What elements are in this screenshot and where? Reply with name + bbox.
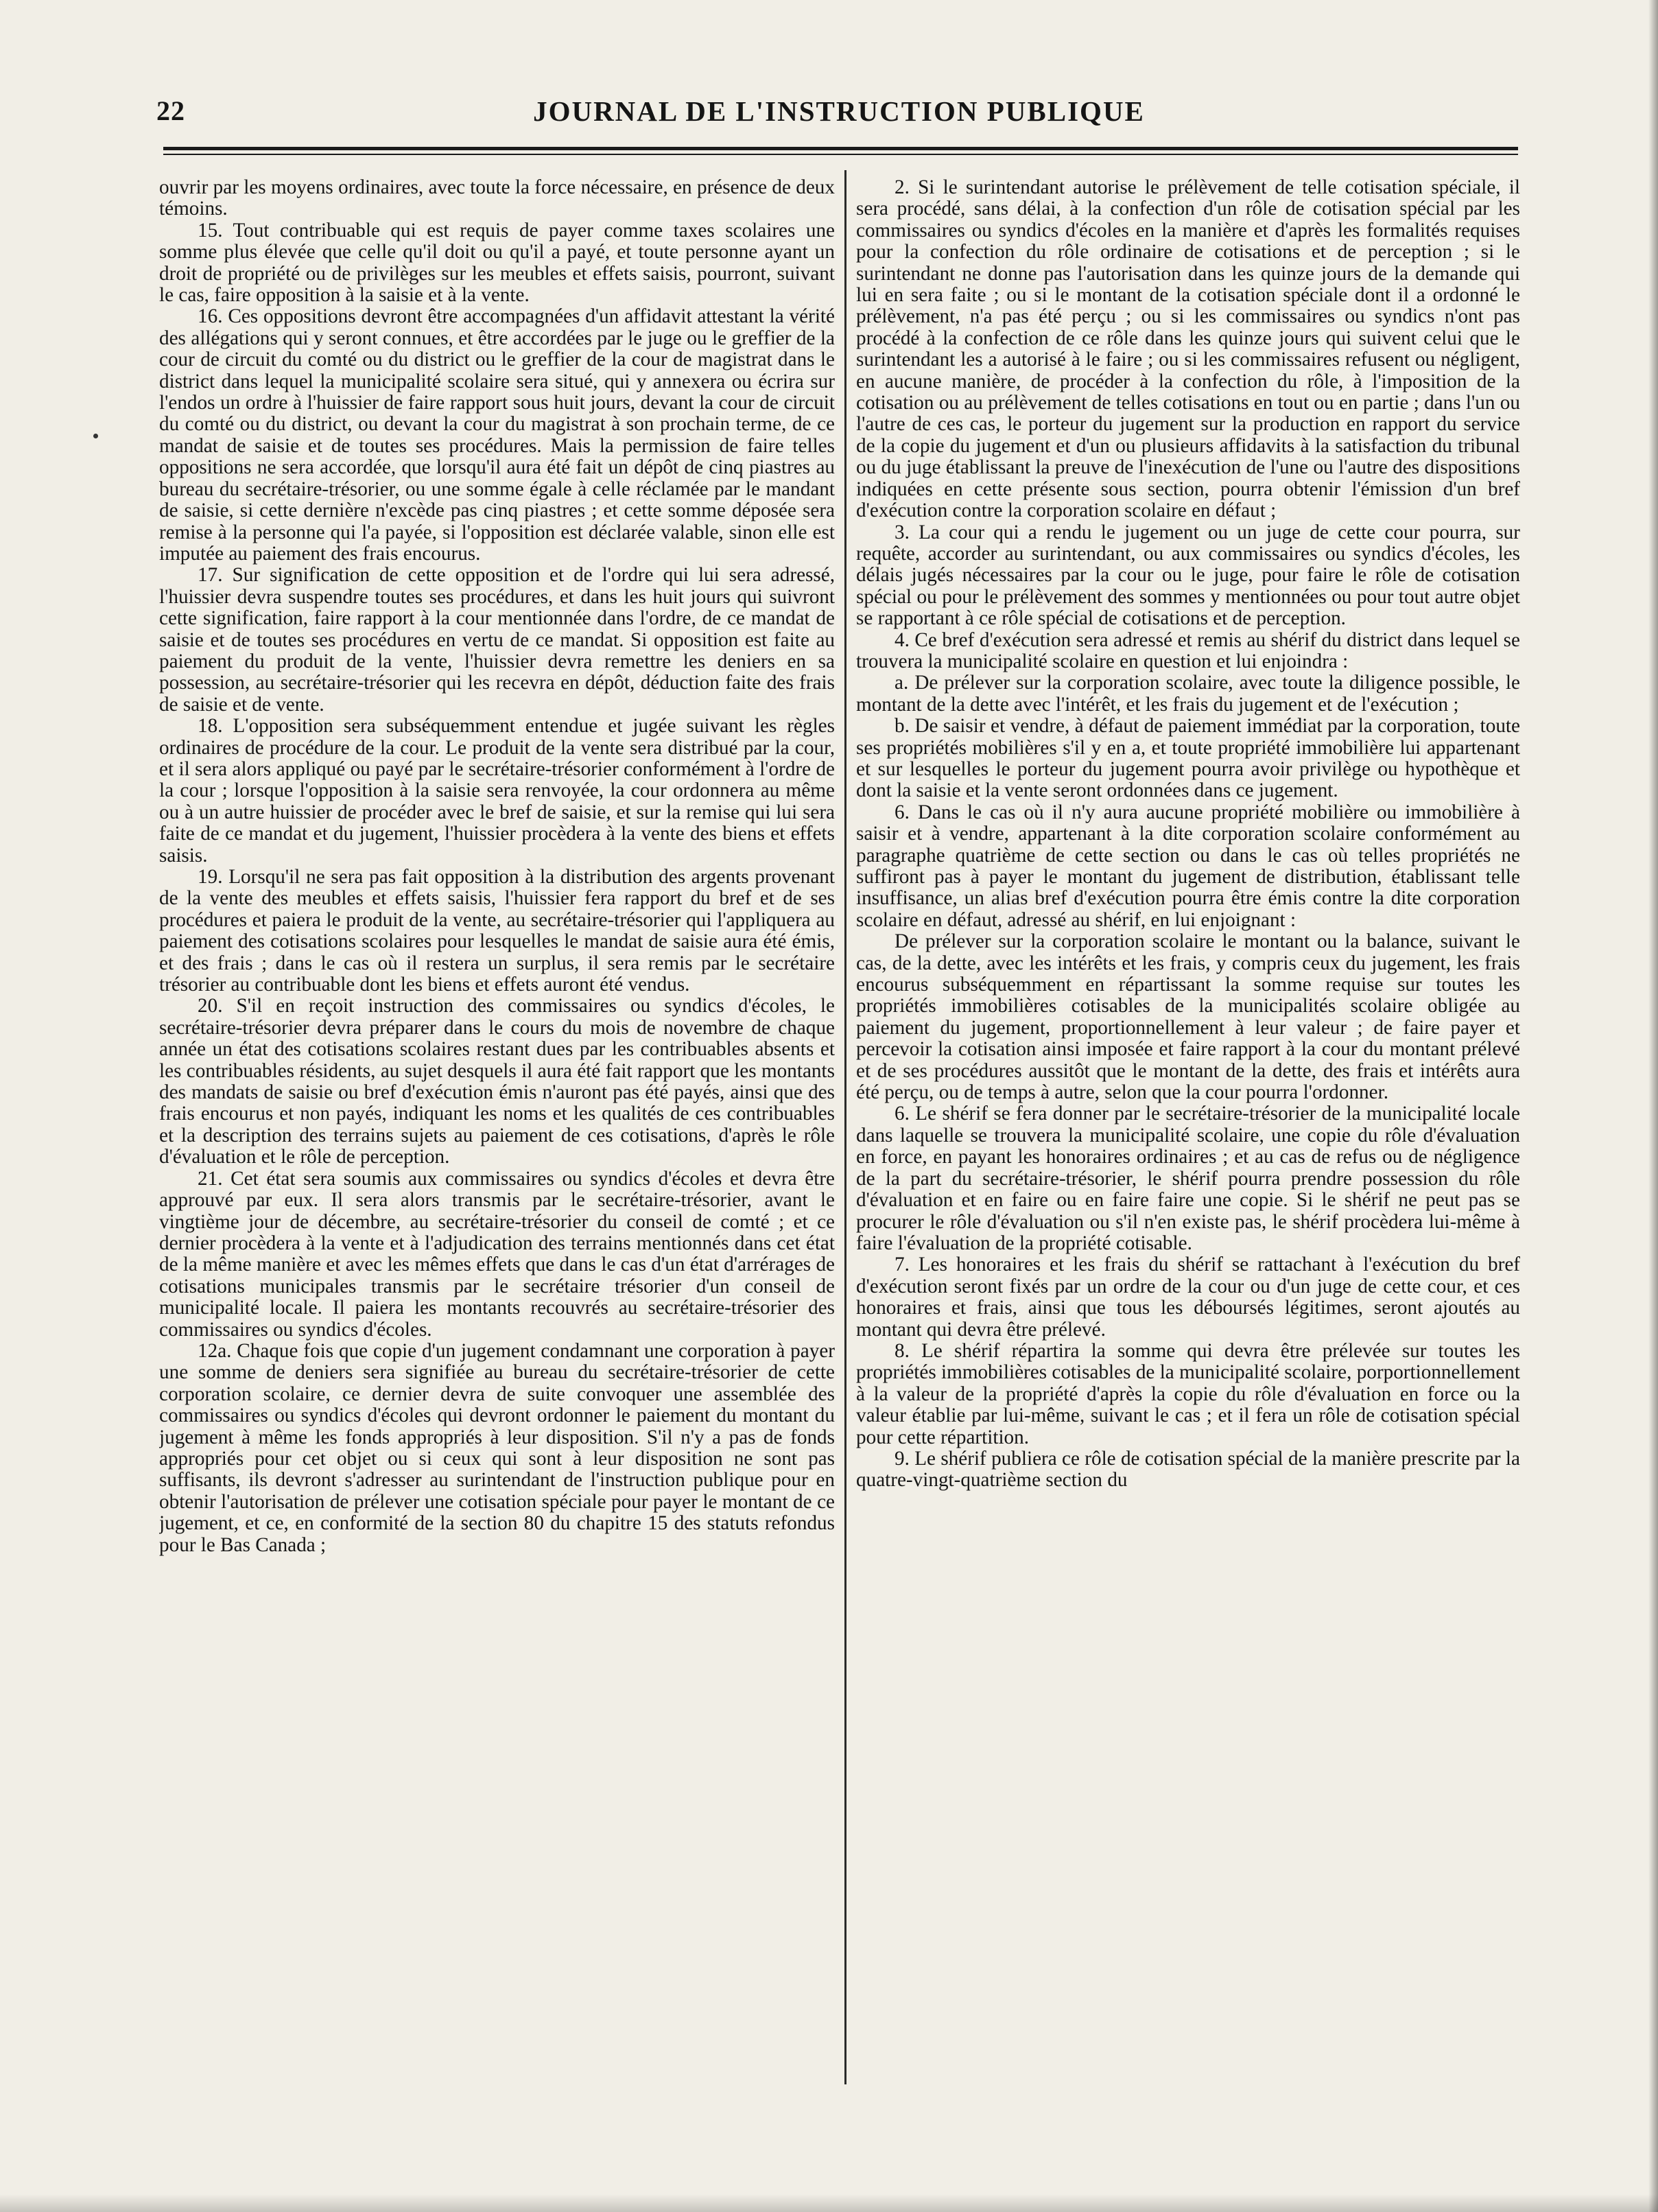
paragraph-subsection-6a: 6. Dans le cas où il n'y aura aucune propriété mobilière ou immobilière à saisir et à vendre, appartenant à la dite corporation scolaire conformément au paragraphe quatrième de cette section ou dans le cas où telles propriétés ne suffiront pas à payer le montant du jugement de distribution, établissant telle insuffisance, un alias bref d'exécution pourra être émis contre la dite corporation scolaire en défaut, adressé au shérif, en lui enjoignant :: [856, 801, 1520, 931]
header-rule-thick: [163, 147, 1518, 150]
paragraph-section-17: 17. Sur signification de cette opposition et de l'ordre qui lui sera adressé, l'huissier devra suspendre toutes ses procédures, et dans les huit jours qui suivront cette signification, faire rapport à la cour mentionnée dans l'ordre, de ce mandat de saisie et de toutes ses procédures en vertu de ce mandat. Si opposition est faite au paiement du produit de la vente, l'huissier devra remettre les deniers en sa possession, au secrétaire-trésorier qui les recevra en dépôt, déduction faite des frais de saisie et de vente.: [159, 564, 835, 716]
paragraph-prelever: De prélever sur la corporation scolaire le montant ou la balance, suivant le cas, de la dette, avec les intérêts et les frais, y compris ceux du jugement, les frais encourus subséquemment en répartissant la somme requise sur toutes les propriétés immobilières cotisables de la municipalités scolaire obligée au paiement du jugement, proportionnellement à leur valeur ; de faire payer et percevoir la cotisation ainsi imposée et faire rapport à la cour du montant prélevé et de ses procédures aussitôt que le montant de la dette, des frais et intérêts aura été perçu, ou de temps à autre, selon que la cour pourra l'ordonner.: [856, 930, 1520, 1104]
journal-title: JOURNAL DE L'INSTRUCTION PUBLIQUE: [533, 95, 1145, 127]
paragraph-section-21: 21. Cet état sera soumis aux commissaires ou syndics d'écoles et devra être approuvé par eux. Il sera alors transmis par le secrétaire-trésorier, avant le vingtième jour de décembre, au secrétaire-trésorier du conseil de comté ; et ce dernier procèdera à la vente et à l'adjudication des terrains mentionnés dans cet état de la même manière et avec les mêmes effets que dans le cas d'un état d'arrérages de cotisations municipales transmis par le secrétaire trésorier d'un conseil de municipalité locale. Il paiera les montants recouvrés au secrétaire-trésorier des commissaires ou syndics d'écoles.: [159, 1167, 835, 1341]
paragraph-section-16: 16. Ces oppositions devront être accompagnées d'un affidavit attestant la vérité des allégations qui y seront connues, et être accordées par le juge ou le greffier de la cour de circuit du comté ou du district ou le greffier de la cour de magistrat dans le district dans lequel la municipalité scolaire sera situé, qui y annexera ou écrira sur l'endos un ordre à l'huissier de faire rapport sous huit jours, devant la cour de circuit du comté ou du district, ou devant la cour du magistrat à son prochain terme, de ce mandat de saisie et de toutes ses procédures. Mais la permission de faire telles oppositions ne sera accordée, que lorsqu'il aura été fait un dépôt de cinq piastres au bureau du secrétaire-trésorier, ou une somme égale à celle réclamée par le mandant de saisie, si cette dernière n'excède pas cinq piastres ; et cette somme déposée sera remise à la personne qui l'a payée, si l'opposition est déclarée valable, sinon elle est imputée au paiement des frais encourus.: [159, 305, 835, 565]
paragraph-section-12a: 12a. Chaque fois que copie d'un jugement condamnant une corporation à payer une somme de deniers sera signifiée au bureau du secrétaire-trésorier de cette corporation scolaire, ce dernier devra de suite convoquer une assemblée des commissaires ou syndics d'écoles qui devront ordonner le paiement du montant du jugement à même les fonds appropriés à leur disposition. S'il n'y a pas de fonds appropriés pour cet objet ou si ceux qui sont à leur disposition ne sont pas suffisants, ils devront s'adresser au surintendant de l'instruction publique pour en obtenir l'autorisation de prélever une cotisation spéciale pour payer le montant de ce jugement, et ce, en conformité de la section 80 du chapitre 15 des statuts refondus pour le Bas Canada ;: [159, 1339, 835, 1556]
page-edge-shadow: [1648, 0, 1658, 2212]
paragraph-subsection-4: 4. Ce bref d'exécution sera adressé et remis au shérif du district dans lequel se trouvera la municipalité scolaire en question et lui enjoindra :: [856, 628, 1520, 672]
column-divider: [844, 170, 846, 2084]
paragraph-subsection-3: 3. La cour qui a rendu le jugement ou un juge de cette cour pourra, sur requête, accorder au surintendant, ou aux commissaires ou syndics d'écoles, les délais jugés nécessaires par la cour ou le juge, pour faire le rôle de cotisation spécial ou pour le prélèvement des sommes y mentionnées ou pour tout autre objet se rapportant à ce rôle spécial de cotisations et de perception.: [856, 521, 1520, 630]
paragraph-section-20: 20. S'il en reçoit instruction des commissaires ou syndics d'écoles, le secrétaire-trésorier devra préparer dans le cours du mois de novembre de chaque année un état des cotisations scolaires restant dues par les contribuables absents et les contribuables résidents, au sujet desquels il aura été fait rapport que les montants des mandats de saisie ou bref d'exécution émis n'auront pas été payés, ainsi que des frais encourus et non payés, indiquant les noms et les qualités de ces contribuables et la description des terrains sujets au paiement de ces cotisations, d'après le rôle d'évaluation et le rôle de perception.: [159, 995, 835, 1168]
page-bottom-shadow: [0, 2194, 1658, 2212]
paragraph-item-a: a. De prélever sur la corporation scolaire, avec toute la diligence possible, le montant de la dette avec l'intérêt, et les frais du jugement et de l'exécution ;: [856, 672, 1520, 716]
paragraph-subsection-8: 8. Le shérif répartira la somme qui devra être prélevée sur toutes les propriétés immobilières cotisables de la municipalité scolaire, porportionnellement à la valeur de la propriété d'après la copie du rôle d'évaluation en force ou la valeur établie par lui-même, suivant le cas ; et il fera un rôle de cotisation spécial pour cette répartition.: [856, 1339, 1520, 1448]
paragraph-subsection-7: 7. Les honoraires et les frais du shérif se rattachant à l'exécution du bref d'exécution seront fixés par un ordre de la cour ou d'un juge de cette cour, et ces honoraires et frais, ainsi que tous les déboursés légitimes, seront ajoutés au montant qui devra être prélevé.: [856, 1254, 1520, 1341]
paragraph-subsection-2: 2. Si le surintendant autorise le prélèvement de telle cotisation spéciale, il sera procédé, sans délai, à la confection d'un rôle de cotisation spécial par les commissaires ou syndics d'écoles en la manière et d'après les formalités requises pour la confection du rôle ordinaire de cotisations et de perception ; si le surintendant ne donne pas l'autorisation dans les quinze jours de la demande qui lui en sera faite ; ou si le montant de la cotisation spéciale dont il a ordonné le prélèvement, n'a pas été perçu ; ou si les commissaires ou syndics n'ont pas procédé à la confection de ce rôle dans les quinze jours qui suivent celui que le surintendant les a autorisé à le faire ; ou si les commissaires refusent ou négligent, en aucune manière, de procéder à la confection du rôle, à l'imposition de la cotisation ou au prélèvement de telles cotisations en tout ou en partie ; dans l'un ou l'autre de ces cas, le porteur du jugement sur la production en rapport du service de la copie du jugement et d'un ou plusieurs affidavits à la satisfaction du tribunal ou du juge établissant la preuve de l'inexécution de l'une ou l'autre des dispositions indiquées en cette présente sous section, pourra obtenir l'émission d'un bref d'exécution contre la corporation scolaire en défaut ;: [856, 177, 1520, 522]
right-column: [856, 177, 1520, 2084]
left-column: [159, 177, 835, 2084]
page-header: [156, 95, 1518, 136]
paragraph-section-15: 15. Tout contribuable qui est requis de payer comme taxes scolaires une somme plus élevée que celle qu'il doit ou qu'il a payé, et toute personne ayant un droit de propriété ou de privilèges sur les meubles et effets saisis, pourront, suivant le cas, faire opposition à la saisie et à la vente.: [159, 219, 835, 307]
paragraph-section-19: 19. Lorsqu'il ne sera pas fait opposition à la distribution des argents provenant de la vente des meubles et effets saisis, l'huissier fera rapport du bref et de ses procédures et paiera le produit de la vente, au secrétaire-trésorier qui l'appliquera au paiement des cotisations scolaires pour lesquelles le mandat de saisie aura été émis, et des frais ; dans le cas où il restera un surplus, il sera remis par le secrétaire trésorier au contribuable dont les biens et effets auront été vendus.: [159, 866, 835, 996]
paragraph-section-18: 18. L'opposition sera subséquemment entendue et jugée suivant les règles ordinaires de procédure de la cour. Le produit de la vente sera distribué par la cour, et il sera alors appliqué ou payé par le secrétaire-trésorier conformément à l'ordre de la cour ; lorsque l'opposition à la saisie sera renvoyée, la cour ordonnera au même ou à un autre huissier de procéder avec le bref de saisie, et sur la remise qui lui sera faite de ce mandat et du jugement, l'huissier procèdera à la vente des biens et effets saisis.: [159, 715, 835, 867]
paragraph-item-b: b. De saisir et vendre, à défaut de paiement immédiat par la corporation, toute ses propriétés mobilières s'il y en a, et toute propriété immobilière lui appartenant et sur lesquelles le porteur du jugement pourra avoir privilège ou hypothèque et dont la saisie et la vente seront ordonnées dans ce jugement.: [856, 715, 1520, 802]
page-number: 22: [156, 95, 185, 126]
header-rule-thin: [163, 154, 1518, 155]
paragraph-subsection-9: 9. Le shérif publiera ce rôle de cotisation spécial de la manière prescrite par la quatre-vingt-quatrième section du: [856, 1447, 1520, 1492]
margin-dot-mark: [93, 434, 98, 438]
paragraph-continuation: ouvrir par les moyens ordinaires, avec toute la force nécessaire, en présence de deux témoins.: [159, 177, 835, 220]
paragraph-subsection-6b: 6. Le shérif se fera donner par le secrétaire-trésorier de la municipalité locale dans laquelle se trouvera la municipalité scolaire, une copie du rôle d'évaluation en force, en payant les honoraires ordinaires ; et au cas de refus ou de négligence de la part du secrétaire-trésorier, le shérif pourra prendre possession du rôle d'évaluation et en faire ou en faire faire une copie. Si le shérif ne peut pas se procurer le rôle d'évaluation ou s'il n'en existe pas, le shérif procèdera lui-même à faire l'évaluation de la propriété cotisable.: [856, 1103, 1520, 1254]
